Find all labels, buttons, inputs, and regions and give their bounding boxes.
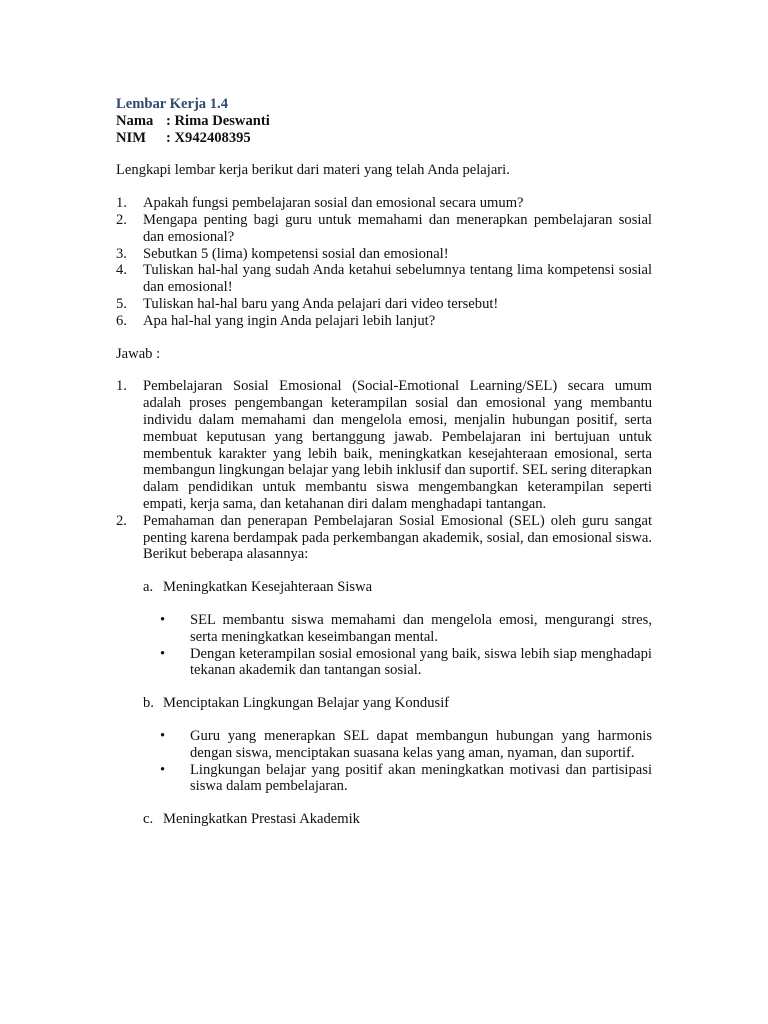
answer-number: 1. bbox=[116, 378, 127, 395]
answer-item bbox=[116, 513, 652, 563]
bullet-icon: • bbox=[160, 727, 166, 744]
subpoint-title: Meningkatkan Kesejahteraan Siswa bbox=[163, 579, 373, 596]
nim-row bbox=[116, 130, 652, 147]
question-number: 4. bbox=[116, 262, 127, 279]
question-list bbox=[116, 195, 652, 329]
question-text: Apa hal-hal yang ingin Anda pelajari lebih lanjut? bbox=[143, 312, 436, 329]
subpoint-heading bbox=[143, 579, 652, 596]
subpoint-title: Meningkatkan Prestasi Akademik bbox=[163, 811, 360, 828]
name-row bbox=[116, 113, 652, 130]
question-number: 1. bbox=[116, 195, 127, 212]
bullet-item bbox=[160, 728, 652, 762]
bullet-list bbox=[116, 612, 652, 679]
bullet-icon: • bbox=[160, 645, 166, 662]
bullet-item bbox=[160, 612, 652, 646]
question-number: 6. bbox=[116, 312, 127, 329]
subpoint-heading bbox=[143, 811, 652, 828]
question-item bbox=[116, 296, 652, 313]
bullet-item bbox=[160, 762, 652, 796]
subpoint-letter: a. bbox=[143, 579, 154, 596]
question-text: Sebutkan 5 (lima) kompetensi sosial dan emosional! bbox=[143, 245, 449, 262]
answer-heading: Jawab : bbox=[116, 345, 161, 362]
bullet-list bbox=[116, 728, 652, 795]
subpoint-letter: c. bbox=[143, 811, 154, 828]
name-label: Nama bbox=[116, 112, 154, 129]
answer-number: 2. bbox=[116, 512, 127, 529]
question-text: Mengapa penting bagi guru untuk memahami dan menerapkan pembelajaran sosial dan emosional? bbox=[143, 211, 652, 245]
answer-text: Pembelajaran Sosial Emosional (Social-Emotional Learning/SEL) secara umum adalah proses pengembangan keterampilan sosial dan emosional yang membantu individu dalam memahami dan mengelola emosi, menjalin hubungan positif, serta membuat keputusan yang bertanggung jawab. Pembelajaran ini bertujuan untuk membentuk karakter yang lebih baik, meningkatkan kesejahteraan emosional, serta membangun lingkungan belajar yang lebih inklusif dan suportif. SEL sering diterapkan dalam pendidikan untuk membantu siswa mengembangkan keterampilan seperti empati, kerja sama, dan ketahanan diri dalam menghadapi tantangan. bbox=[143, 378, 652, 512]
worksheet-title: Lembar Kerja 1.4 bbox=[116, 96, 228, 112]
answer-item bbox=[116, 378, 652, 512]
answer-list bbox=[116, 378, 652, 563]
question-number: 2. bbox=[116, 211, 127, 228]
question-text: Apakah fungsi pembelajaran sosial dan emosional secara umum? bbox=[143, 195, 524, 212]
subpoint-letter: b. bbox=[143, 695, 154, 712]
question-item bbox=[116, 262, 652, 296]
question-text: Tuliskan hal-hal baru yang Anda pelajari dari video tersebut! bbox=[143, 295, 499, 312]
bullet-icon: • bbox=[160, 611, 166, 628]
bullet-item bbox=[160, 646, 652, 680]
question-item bbox=[116, 212, 652, 246]
question-item bbox=[116, 246, 652, 263]
question-item bbox=[116, 313, 652, 330]
question-number: 5. bbox=[116, 295, 127, 312]
bullet-icon: • bbox=[160, 761, 166, 778]
bullet-text: Dengan keterampilan sosial emosional yang baik, siswa lebih siap menghadapi tekanan akademik dan tantangan sosial. bbox=[190, 645, 652, 679]
nim-label: NIM bbox=[116, 129, 146, 146]
document-content bbox=[116, 96, 652, 828]
question-text: Tuliskan hal-hal yang sudah Anda ketahui sebelumnya tentang lima kompetensi sosial dan emosional! bbox=[143, 262, 652, 296]
instruction-text: Lengkapi lembar kerja berikut dari materi yang telah Anda pelajari. bbox=[116, 162, 510, 179]
question-number: 3. bbox=[116, 245, 127, 262]
bullet-text: Lingkungan belajar yang positif akan meningkatkan motivasi dan partisipasi siswa dalam pembelajaran. bbox=[190, 761, 652, 795]
answer-text: Pemahaman dan penerapan Pembelajaran Sosial Emosional (SEL) oleh guru sangat penting karena berdampak pada perkembangan akademik, sosial, dan emosional siswa. Berikut beberapa alasannya: bbox=[143, 512, 652, 563]
subpoint-heading bbox=[143, 695, 652, 712]
bullet-text: Guru yang menerapkan SEL dapat membangun hubungan yang harmonis dengan siswa, menciptakan suasana kelas yang aman, nyaman, dan suportif. bbox=[190, 727, 652, 761]
nim-value: : X942408395 bbox=[166, 129, 251, 146]
subpoint-title: Menciptakan Lingkungan Belajar yang Kondusif bbox=[163, 695, 450, 712]
question-item bbox=[116, 195, 652, 212]
bullet-text: SEL membantu siswa memahami dan mengelola emosi, mengurangi stres, serta meningkatkan keseimbangan mental. bbox=[190, 611, 652, 645]
name-value: : Rima Deswanti bbox=[166, 112, 270, 129]
